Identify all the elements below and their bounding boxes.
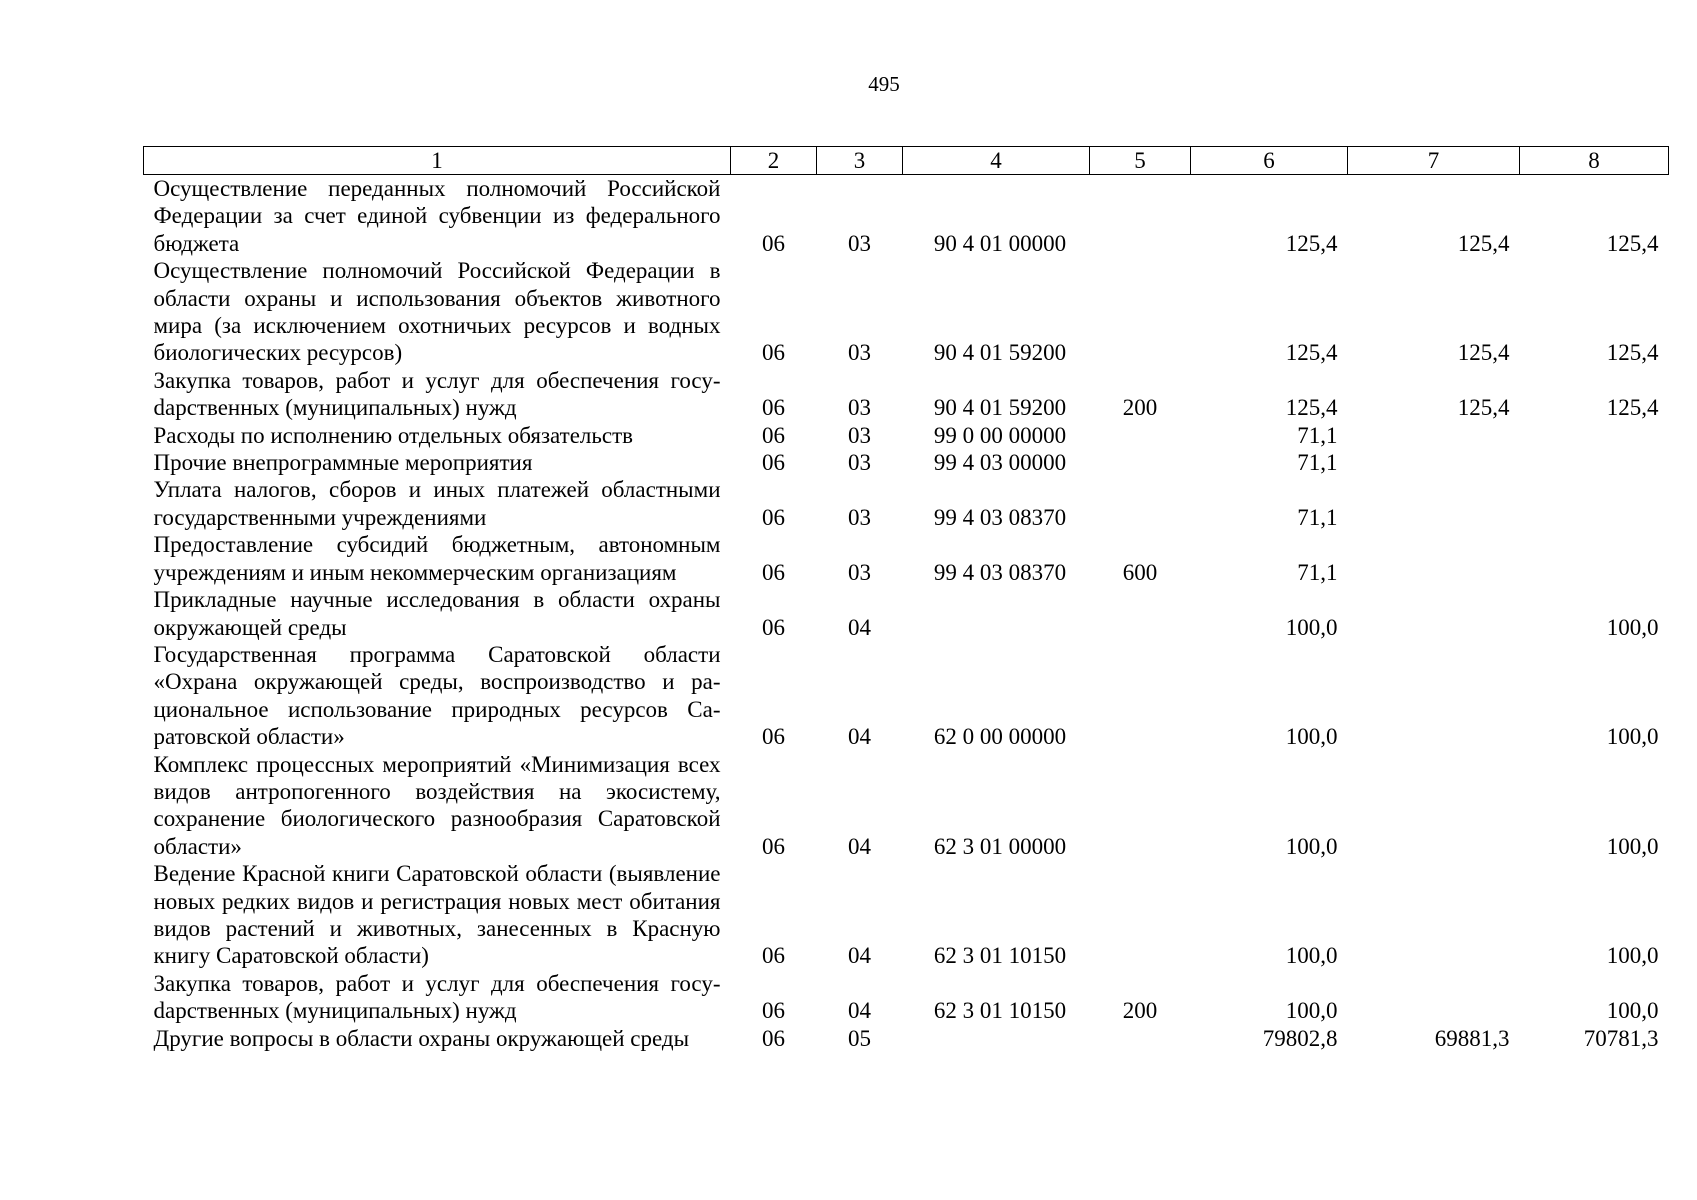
row-amount-col8: 70781,3 bbox=[1583, 1025, 1659, 1051]
row-description: Закупка товаров, работ и услуг для обеспечения госуdарственных (муниципальных) нужд bbox=[153, 970, 721, 1024]
row-target-article: 99 4 03 08370 bbox=[933, 504, 1067, 530]
table-row bbox=[144, 476, 1669, 531]
row-subsection-code: 04 bbox=[848, 998, 871, 1024]
table-row bbox=[144, 586, 1669, 641]
row-amount-col8: 100,0 bbox=[1606, 614, 1659, 640]
table-row bbox=[144, 257, 1669, 367]
row-amount-col6: 71,1 bbox=[1297, 422, 1338, 448]
header-col-3: 3 bbox=[817, 147, 903, 175]
row-expense-type bbox=[1090, 751, 1191, 861]
row-expense-type bbox=[1090, 422, 1191, 449]
row-section-code: 06 bbox=[762, 450, 785, 476]
row-expense-type bbox=[1090, 1025, 1191, 1052]
row-amount-col6: 125,4 bbox=[1285, 340, 1338, 366]
row-description: Комплекс процессных мероприятий «Минимизация всех видов антропогенного воздействия на экосистему, сохранение биологического разнообразия Саратовской области» bbox=[153, 751, 721, 859]
row-description: Осуществление полномочий Российской Федерации в области охраны и использования объектов животного мира (за исключением охотничьих ресурсов и водных биологических ресурсов) bbox=[153, 258, 721, 366]
row-section-code: 06 bbox=[762, 943, 785, 969]
row-section-code: 06 bbox=[762, 504, 785, 530]
row-expense-type: 200 bbox=[1122, 395, 1158, 421]
row-expense-type: 200 bbox=[1122, 998, 1158, 1024]
row-amount-col7 bbox=[1348, 531, 1520, 586]
row-section-code: 06 bbox=[762, 1025, 785, 1051]
row-amount-col7: 69881,3 bbox=[1434, 1025, 1510, 1051]
row-amount-col8 bbox=[1520, 422, 1669, 449]
row-section-code: 06 bbox=[762, 340, 785, 366]
row-description: Государственная программа Саратовской области «Охрана окружающей среды, воспроизводство и рациональное использование природных ресурсов Саратовской области» bbox=[153, 641, 721, 750]
row-target-article: 99 0 00 00000 bbox=[933, 422, 1067, 448]
row-section-code: 06 bbox=[762, 833, 785, 859]
row-amount-col6: 100,0 bbox=[1285, 724, 1338, 750]
row-target-article bbox=[903, 1025, 1090, 1052]
row-amount-col7 bbox=[1348, 641, 1520, 751]
row-target-article: 62 3 01 10150 bbox=[933, 943, 1067, 969]
row-subsection-code: 03 bbox=[848, 422, 871, 448]
row-amount-col7 bbox=[1348, 449, 1520, 476]
row-expense-type bbox=[1090, 641, 1191, 751]
row-amount-col8: 125,4 bbox=[1606, 395, 1659, 421]
row-amount-col6: 100,0 bbox=[1285, 998, 1338, 1024]
row-amount-col6: 79802,8 bbox=[1262, 1025, 1338, 1051]
row-amount-col8: 100,0 bbox=[1606, 833, 1659, 859]
row-amount-col6: 125,4 bbox=[1285, 395, 1338, 421]
row-amount-col6: 100,0 bbox=[1285, 833, 1338, 859]
row-subsection-code: 04 bbox=[848, 614, 871, 640]
row-expense-type bbox=[1090, 257, 1191, 367]
row-amount-col8: 125,4 bbox=[1606, 230, 1659, 256]
page-number: 495 bbox=[868, 72, 900, 96]
header-col-7: 7 bbox=[1348, 147, 1520, 175]
row-description: Уплата налогов, сборов и иных платежей областными государственными учреждениями bbox=[153, 477, 721, 530]
row-amount-col7 bbox=[1348, 751, 1520, 861]
row-description: Закупка товаров, работ и услуг для обеспечения госуdарственных (муниципальных) нужд bbox=[153, 367, 721, 421]
header-col-1: 1 bbox=[144, 147, 731, 175]
row-target-article: 99 4 03 08370 bbox=[933, 559, 1067, 585]
row-target-article: 62 0 00 00000 bbox=[933, 724, 1067, 750]
header-col-5: 5 bbox=[1090, 147, 1191, 175]
table-row bbox=[144, 641, 1669, 751]
header-col-6: 6 bbox=[1191, 147, 1348, 175]
row-amount-col7: 125,4 bbox=[1457, 340, 1510, 366]
row-amount-col8 bbox=[1520, 476, 1669, 531]
table-row bbox=[144, 531, 1669, 586]
table-header bbox=[144, 147, 1669, 175]
row-section-code: 06 bbox=[762, 422, 785, 448]
row-expense-type bbox=[1090, 449, 1191, 476]
row-description: Ведение Красной книги Саратовской области (выявление новых редких видов и регистрация новых мест обитания видов растений и животных, занесенных в Красную книгу Саратовской области) bbox=[153, 861, 721, 969]
row-amount-col8: 100,0 bbox=[1606, 943, 1659, 969]
row-section-code: 06 bbox=[762, 724, 785, 750]
table-row bbox=[144, 970, 1669, 1025]
table-row bbox=[144, 422, 1669, 449]
row-description: Прикладные научные исследования в области охраны окружающей среды bbox=[153, 587, 721, 640]
row-amount-col6: 100,0 bbox=[1285, 943, 1338, 969]
row-amount-col6: 71,1 bbox=[1297, 450, 1338, 476]
header-col-2: 2 bbox=[731, 147, 817, 175]
table-row bbox=[144, 367, 1669, 422]
table-row bbox=[144, 449, 1669, 476]
row-section-code: 06 bbox=[762, 230, 785, 256]
row-amount-col7 bbox=[1348, 586, 1520, 641]
header-col-4: 4 bbox=[903, 147, 1090, 175]
row-description: Прочие внепрограммные мероприятия bbox=[153, 450, 533, 476]
row-subsection-code: 03 bbox=[848, 230, 871, 256]
row-amount-col6: 71,1 bbox=[1297, 504, 1338, 530]
row-target-article: 90 4 01 59200 bbox=[933, 340, 1067, 366]
row-expense-type bbox=[1090, 586, 1191, 641]
row-description: Расходы по исполнению отдельных обязательств bbox=[153, 422, 633, 448]
row-expense-type bbox=[1090, 476, 1191, 531]
row-amount-col7 bbox=[1348, 476, 1520, 531]
row-description: Предоставление субсидий бюджетным, автономным учреждениям и иным некоммерческим организациям bbox=[153, 532, 721, 585]
row-subsection-code: 03 bbox=[848, 395, 871, 421]
row-subsection-code: 04 bbox=[848, 833, 871, 859]
row-amount-col8 bbox=[1520, 449, 1669, 476]
row-section-code: 06 bbox=[762, 614, 785, 640]
row-amount-col8 bbox=[1520, 531, 1669, 586]
row-amount-col7: 125,4 bbox=[1457, 230, 1510, 256]
row-amount-col7 bbox=[1348, 422, 1520, 449]
table-row bbox=[144, 175, 1669, 258]
row-expense-type: 600 bbox=[1122, 559, 1158, 585]
row-subsection-code: 03 bbox=[848, 504, 871, 530]
row-subsection-code: 03 bbox=[848, 559, 871, 585]
row-target-article: 90 4 01 00000 bbox=[933, 230, 1067, 256]
row-subsection-code: 05 bbox=[848, 1025, 871, 1051]
row-expense-type bbox=[1090, 175, 1191, 258]
row-section-code: 06 bbox=[762, 998, 785, 1024]
row-subsection-code: 03 bbox=[848, 450, 871, 476]
header-row bbox=[144, 147, 1669, 175]
row-amount-col6: 71,1 bbox=[1297, 559, 1338, 585]
row-amount-col7: 125,4 bbox=[1457, 395, 1510, 421]
table-body bbox=[144, 175, 1669, 1053]
row-target-article: 99 4 03 00000 bbox=[933, 450, 1067, 476]
row-section-code: 06 bbox=[762, 559, 785, 585]
table-row bbox=[144, 860, 1669, 970]
row-subsection-code: 04 bbox=[848, 943, 871, 969]
row-description: Другие вопросы в области охраны окружающей среды bbox=[153, 1025, 690, 1051]
budget-table bbox=[143, 146, 1669, 1052]
row-expense-type bbox=[1090, 860, 1191, 970]
table-row bbox=[144, 1025, 1669, 1052]
row-target-article bbox=[903, 586, 1090, 641]
row-amount-col8: 125,4 bbox=[1606, 340, 1659, 366]
row-amount-col7 bbox=[1348, 860, 1520, 970]
header-col-8: 8 bbox=[1520, 147, 1669, 175]
row-amount-col8: 100,0 bbox=[1606, 998, 1659, 1024]
row-amount-col8: 100,0 bbox=[1606, 724, 1659, 750]
row-target-article: 90 4 01 59200 bbox=[933, 395, 1067, 421]
row-subsection-code: 03 bbox=[848, 340, 871, 366]
row-description: Осуществление переданных полномочий Российской Федерации за счет единой субвенции из федерального бюджета bbox=[153, 176, 721, 256]
row-amount-col7 bbox=[1348, 970, 1520, 1025]
row-section-code: 06 bbox=[762, 395, 785, 421]
table-row bbox=[144, 751, 1669, 861]
row-amount-col6: 125,4 bbox=[1285, 230, 1338, 256]
row-target-article: 62 3 01 00000 bbox=[933, 833, 1067, 859]
row-subsection-code: 04 bbox=[848, 724, 871, 750]
row-amount-col6: 100,0 bbox=[1285, 614, 1338, 640]
row-target-article: 62 3 01 10150 bbox=[933, 998, 1067, 1024]
